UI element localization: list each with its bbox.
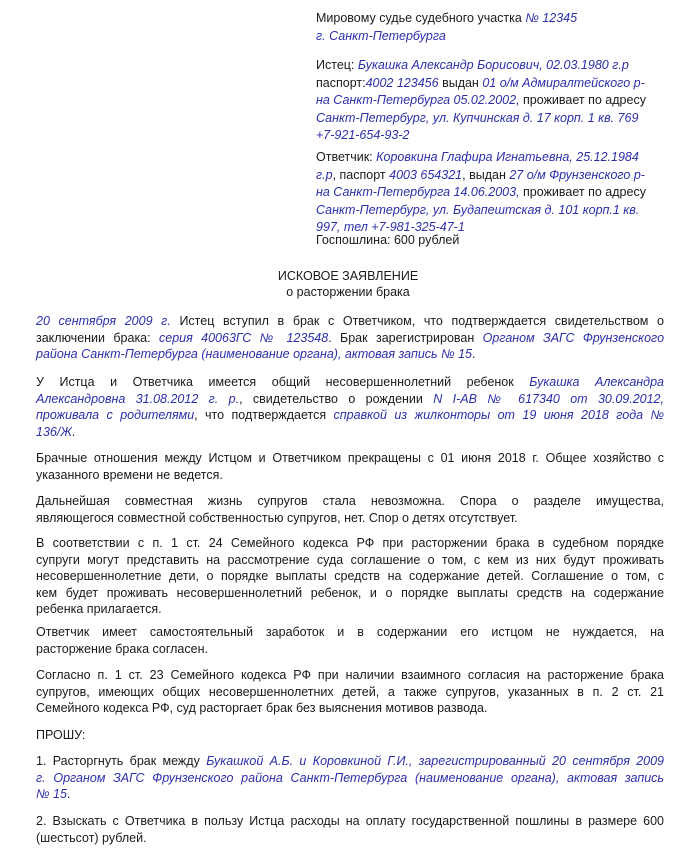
addressee-block: [316, 10, 666, 45]
title-sub: о расторжении брака: [286, 285, 410, 299]
plaintiff-passport-line: паспорт:4002 123456 выдан 01 о/м Адмиралтейского р-: [316, 75, 645, 90]
defendant-passport-line: г.р, паспорт 4003 654321, выдан 27 о/м Фрунзенского р-: [316, 167, 645, 182]
defendant-block: [316, 149, 666, 237]
defendant-address-phone: 997, тел +7-981-325-47-1: [316, 220, 465, 234]
request-item-1: 1. Расторгнуть брак между Букашкой А.Б. и Коровкиной Г.И., зарегистрированный 20 сентября 2009 г. Органом ЗАГС Фрунзенского района Санкт-Петербурга (наименование органа), актовая запись № 15.: [36, 754, 665, 801]
paragraph-relations-ended: Брачные отношения между Истцом и Ответчиком прекращены с 01 июня 2018 г. Общее хозяйство с указанного времени не ведется.: [36, 451, 664, 482]
plaintiff-name-line: Истец: Букашка Александр Борисович, 02.03.1980 г.р: [316, 58, 629, 72]
plaintiff-address: Санкт-Петербург, ул. Купчинская д. 17 корп. 1 кв. 769: [316, 110, 639, 125]
request-item-2: 2. Взыскать с Ответчика в пользу Истца расходы на оплату государственной пошлины в размере 600 (шестьсот) рублей.: [36, 814, 664, 845]
title-main: ИСКОВОЕ ЗАЯВЛЕНИЕ: [277, 269, 419, 283]
defendant-address: Санкт-Петербург, ул. Будапештская д. 101 корп.1 кв.: [316, 202, 640, 217]
plaintiff-issued-line: на Санкт-Петербурга 05.02.2002, проживает по адресу: [316, 93, 646, 107]
paragraph-family-code-24: В соответствии с п. 1 ст. 24 Семейного кодекса РФ при расторжении брака в судебном порядке супруги могут представить на рассмотрение суда соглашение о том, с кем из них будут проживать несовершеннолетние дети, о порядке выплаты средств на содержание детей. Соглашение о том, с кем будет проживать несовершеннолетний ребенок, и о порядке выплаты средств на содержание ребенка прилагается.: [36, 536, 664, 616]
paragraph-marriage: 20 сентября 2009 г. Истец вступил в брак с Ответчиком, что подтверждается свидетельством о заключении брака: серия 40063ГС № 123548. Брак зарегистрирован Органом ЗАГС Фрунзенского района Санкт-Петербурга (наименование органа), актовая запись № 15.: [36, 314, 665, 361]
paragraph-family-code-23: Согласно п. 1 ст. 23 Семейного кодекса РФ при наличии взаимного согласия на расторжение брака супругов, имеющих общих несовершеннолетних детей, а также супругов, указанных в п. 2 ст. 21 Семейного кодекса РФ, суд расторгает брак без выяснения мотивов развода.: [36, 668, 664, 715]
judge-line: Мировому судье судебного участка № 12345: [316, 11, 578, 25]
paragraph-defendant-income: Ответчик имеет самостоятельный заработок и в содержании его истцом не нуждается, на расторжение брака согласен.: [36, 625, 664, 656]
defendant-issued-line: на Санкт-Петербурга 14.06.2003, проживает по адресу: [316, 185, 646, 199]
paragraph-child: У Истца и Ответчика имеется общий несовершеннолетний ребенок Букашка Александра Александровна 31.08.2012 г. р., свидетельство о рождении N I-AB № 617340 от 30.09.2012, проживала с родителями, что подтверждается справкой из жилконторы от 19 июня 2018 года № 136/Ж.: [36, 375, 665, 439]
document-title: [0, 268, 696, 300]
request-heading: ПРОШУ:: [36, 728, 86, 742]
paragraph-impossible: Дальнейшая совместная жизнь супругов стала невозможна. Спора о разделе имущества, являющегося совместной собственностью супругов, нет. Спор о детях отсутствует.: [36, 494, 664, 525]
plaintiff-block: [316, 57, 666, 145]
plaintiff-phone: +7-921-654-93-2: [316, 128, 410, 142]
defendant-name-line: Ответчик: Коровкина Глафира Игнатьевна, 25.12.1984: [316, 150, 639, 164]
state-fee: Госпошлина: 600 рублей: [316, 233, 460, 247]
judge-city: г. Санкт-Петербурга: [316, 28, 446, 43]
